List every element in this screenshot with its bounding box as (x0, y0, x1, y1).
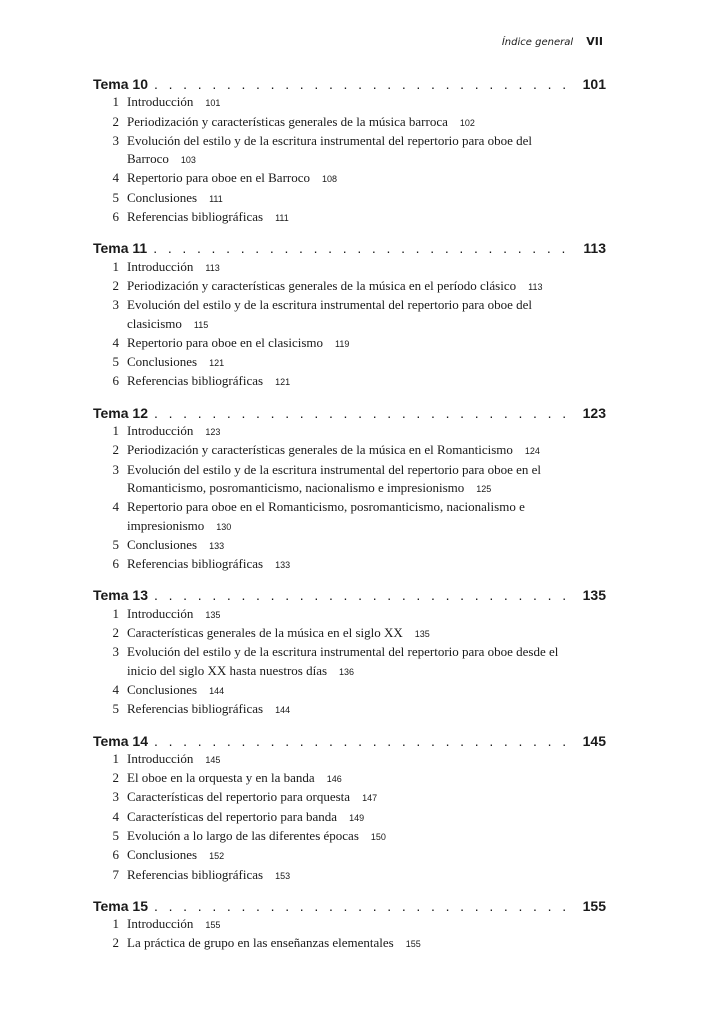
entry-page: 111 (275, 213, 289, 224)
entry-number: 5 (112, 189, 119, 205)
entry-title-wrap (127, 624, 572, 643)
toc-entry[interactable] (93, 277, 606, 296)
entry-number: 5 (112, 701, 119, 717)
toc-section (93, 732, 606, 885)
entry-title: Introducción (127, 423, 194, 439)
entry-number: 2 (112, 277, 119, 293)
entry-number: 7 (112, 866, 119, 882)
toc-entry[interactable] (93, 441, 606, 460)
entry-number: 5 (112, 827, 119, 843)
entry-title-wrap (127, 353, 572, 372)
entry-title-wrap (127, 750, 572, 769)
entry-title: Conclusiones (127, 354, 198, 370)
toc-chapter-heading[interactable] (93, 239, 606, 257)
entry-page: 147 (362, 793, 378, 804)
entry-title: Características del repertorio para banda (127, 808, 338, 824)
entry-number: 2 (112, 935, 119, 951)
chapter-title: Tema 12 (93, 404, 148, 421)
chapter-page: 101 (582, 76, 606, 92)
toc-chapter-heading[interactable] (93, 586, 606, 604)
entry-title: Periodización y características generales de la música barroca (127, 113, 448, 129)
toc-entry[interactable] (93, 808, 606, 827)
entry-title-wrap (127, 555, 572, 574)
toc-entry[interactable] (93, 915, 606, 934)
entry-page: 144 (209, 685, 225, 696)
entry-title: Conclusiones (127, 847, 198, 863)
chapter-page: 145 (582, 732, 606, 749)
running-head (502, 35, 603, 48)
entry-page: 150 (370, 831, 386, 842)
dot-leader (154, 404, 577, 422)
entry-title: Características del repertorio para orquesta (127, 789, 351, 805)
toc-section (93, 239, 606, 391)
toc-entry[interactable] (93, 934, 606, 953)
entry-title: Evolución del estilo y de la escritura instrumental del repertorio para oboe en el Romanticismo, posromanticismo, nacionalismo e impresionismo (127, 461, 542, 495)
entry-title: Características generales de la música en el siglo XX (127, 625, 403, 641)
toc-chapter-heading[interactable] (93, 732, 606, 750)
toc-section (93, 404, 606, 575)
entry-title-wrap (127, 827, 572, 846)
entry-number: 4 (112, 681, 119, 697)
toc-entry[interactable] (93, 555, 606, 574)
dot-leader (154, 75, 577, 93)
entry-title-wrap (127, 808, 572, 827)
entry-number: 1 (112, 916, 119, 932)
entry-number: 2 (112, 442, 119, 458)
entry-title: Conclusiones (127, 681, 198, 697)
entry-title-wrap (127, 208, 572, 227)
entry-page: 153 (275, 870, 291, 881)
entry-title: Referencias bibliográficas (127, 373, 264, 389)
entry-number: 1 (112, 258, 119, 274)
entry-number: 6 (112, 847, 119, 863)
toc-entry[interactable] (93, 132, 606, 170)
toc-chapter-heading[interactable] (93, 404, 606, 422)
entry-page: 155 (205, 920, 221, 931)
toc-entry[interactable] (93, 461, 606, 499)
entry-title: Evolución del estilo y de la escritura instrumental del repertorio para oboe del clasicismo (127, 297, 533, 331)
entry-number: 4 (112, 334, 119, 350)
entry-title: Introducción (127, 916, 194, 932)
dot-leader (154, 897, 577, 915)
entry-title-wrap (127, 169, 572, 188)
entry-number: 3 (112, 789, 119, 805)
entry-page: 102 (459, 117, 475, 128)
toc-entry[interactable] (93, 866, 606, 885)
entry-page: 144 (275, 705, 291, 716)
entry-title-wrap (127, 422, 572, 441)
toc-chapter-heading[interactable] (93, 75, 606, 93)
entry-title: Repertorio para oboe en el Barroco (127, 170, 311, 186)
toc-entry[interactable] (93, 169, 606, 188)
entry-title-wrap (127, 605, 572, 624)
entry-page: 113 (528, 281, 543, 292)
dot-leader (154, 586, 577, 604)
entry-number: 6 (112, 209, 119, 225)
entry-number: 1 (112, 423, 119, 439)
entry-title: Evolución del estilo y de la escritura instrumental del repertorio para oboe del Barroco (127, 132, 533, 167)
toc-entry[interactable] (93, 208, 606, 227)
chapter-page: 113 (583, 240, 606, 257)
entry-title: Referencias bibliográficas (127, 209, 264, 225)
chapter-title: Tema 15 (93, 897, 148, 914)
entry-number: 3 (112, 132, 119, 148)
entry-title-wrap (127, 334, 572, 353)
entry-title: La práctica de grupo en las enseñanzas elementales (127, 935, 394, 951)
running-head-title: Índice general (501, 37, 574, 48)
toc-entry[interactable] (93, 700, 606, 719)
entry-title-wrap (127, 189, 572, 208)
entry-number: 5 (112, 536, 119, 552)
toc-chapter-heading[interactable] (93, 897, 606, 915)
toc-entry[interactable] (93, 827, 606, 846)
entry-title-wrap (127, 258, 572, 277)
entry-title-wrap (127, 498, 572, 536)
chapter-title: Tema 14 (93, 732, 148, 749)
entry-page: 125 (476, 483, 492, 494)
entry-title-wrap (127, 536, 572, 555)
entry-page: 103 (180, 155, 196, 166)
toc-entry[interactable] (93, 372, 606, 391)
entry-title-wrap (127, 934, 572, 953)
entry-page: 124 (524, 446, 540, 457)
entry-title-wrap (127, 866, 572, 885)
toc-entry[interactable] (93, 93, 606, 112)
toc-entry[interactable] (93, 353, 606, 372)
entry-number: 3 (112, 297, 119, 313)
entry-number: 6 (112, 373, 119, 389)
entry-title: Referencias bibliográficas (127, 701, 264, 717)
entry-page: 115 (193, 319, 209, 330)
entry-number: 2 (112, 625, 119, 641)
entry-title-wrap (127, 372, 572, 391)
entry-title-wrap (127, 277, 572, 296)
toc-section (93, 75, 606, 227)
entry-page: 113 (205, 262, 220, 273)
entry-page: 119 (335, 338, 350, 349)
entry-title: Introducción (127, 258, 194, 274)
toc-entry[interactable] (93, 681, 606, 700)
entry-number: 5 (112, 354, 119, 370)
entry-page: 145 (205, 754, 221, 765)
toc-entry[interactable] (93, 296, 606, 334)
entry-title: Repertorio para oboe en el Romanticismo, posromanticismo, nacionalismo e impresionismo (127, 499, 525, 533)
entry-title-wrap (127, 681, 572, 700)
chapter-title: Tema 11 (93, 240, 148, 257)
entry-title-wrap (127, 441, 572, 460)
toc-section (93, 586, 606, 719)
entry-page: 130 (216, 521, 232, 532)
toc-entry[interactable] (93, 788, 606, 807)
entry-title-wrap (127, 846, 572, 865)
entry-page: 111 (209, 193, 223, 204)
toc-entry[interactable] (93, 643, 606, 681)
entry-page: 123 (205, 427, 221, 438)
entry-title: Periodización y características generales de la música en el Romanticismo (127, 442, 513, 458)
chapter-page: 155 (582, 897, 606, 914)
entry-number: 2 (112, 113, 119, 129)
entry-page: 146 (326, 774, 342, 785)
page-folio: VII (586, 35, 603, 48)
entry-title: Repertorio para oboe en el clasicismo (127, 334, 324, 350)
toc-section (93, 897, 606, 954)
entry-number: 4 (112, 170, 119, 186)
entry-page: 133 (275, 560, 291, 571)
entry-number: 2 (112, 770, 119, 786)
entry-number: 6 (112, 556, 119, 572)
entry-title: Evolución del estilo y de la escritura instrumental del repertorio para oboe desde el inicio del siglo XX hasta nuestros días (127, 644, 559, 678)
toc-entry[interactable] (93, 258, 606, 277)
entry-page: 121 (209, 358, 225, 369)
entry-page: 108 (322, 174, 338, 185)
entry-title: Referencias bibliográficas (127, 866, 264, 882)
entry-page: 152 (209, 851, 225, 862)
entry-title: Conclusiones (127, 189, 198, 205)
chapter-title: Tema 13 (93, 587, 148, 604)
toc-entry[interactable] (93, 536, 606, 555)
entry-page: 135 (205, 609, 221, 620)
table-of-contents (93, 75, 606, 966)
entry-title: Introducción (127, 750, 194, 766)
entry-page: 133 (209, 540, 225, 551)
toc-entry[interactable] (93, 624, 606, 643)
entry-number: 1 (112, 94, 119, 110)
entry-page: 149 (349, 812, 365, 823)
entry-number: 3 (112, 644, 119, 660)
entry-page: 155 (405, 939, 421, 950)
toc-entry[interactable] (93, 750, 606, 769)
chapter-page: 123 (582, 404, 606, 421)
entry-page: 136 (339, 666, 355, 677)
toc-entry[interactable] (93, 846, 606, 865)
entry-title-wrap (127, 915, 572, 934)
entry-number: 3 (112, 461, 119, 477)
entry-number: 4 (112, 808, 119, 824)
entry-title-wrap (127, 113, 572, 132)
entry-title-wrap (127, 132, 572, 170)
entry-number: 1 (112, 750, 119, 766)
entry-title-wrap (127, 296, 572, 334)
entry-title-wrap (127, 643, 572, 681)
entry-title: El oboe en la orquesta y en la banda (127, 770, 315, 786)
toc-entry[interactable] (93, 113, 606, 132)
entry-title: Conclusiones (127, 536, 198, 552)
toc-entry[interactable] (93, 189, 606, 208)
chapter-page: 135 (582, 587, 606, 604)
entry-title: Evolución a lo largo de las diferentes épocas (127, 827, 359, 843)
entry-title-wrap (127, 769, 572, 788)
toc-entry[interactable] (93, 334, 606, 353)
dot-leader (154, 732, 577, 750)
toc-entry[interactable] (93, 422, 606, 441)
entry-title: Referencias bibliográficas (127, 556, 264, 572)
entry-title: Introducción (127, 94, 194, 110)
entry-number: 1 (112, 605, 119, 621)
entry-page: 121 (275, 377, 291, 388)
entry-page: 101 (205, 98, 221, 109)
chapter-title: Tema 10 (93, 76, 148, 92)
entry-page: 135 (414, 629, 430, 640)
toc-entry[interactable] (93, 498, 606, 536)
dot-leader (153, 239, 577, 257)
entry-title: Introducción (127, 605, 194, 621)
entry-title-wrap (127, 788, 572, 807)
toc-entry[interactable] (93, 605, 606, 624)
entry-title-wrap (127, 700, 572, 719)
entry-number: 4 (112, 499, 119, 515)
entry-title: Periodización y características generales de la música en el período clásico (127, 277, 517, 293)
toc-entry[interactable] (93, 769, 606, 788)
entry-title-wrap (127, 93, 572, 112)
entry-title-wrap (127, 461, 572, 499)
